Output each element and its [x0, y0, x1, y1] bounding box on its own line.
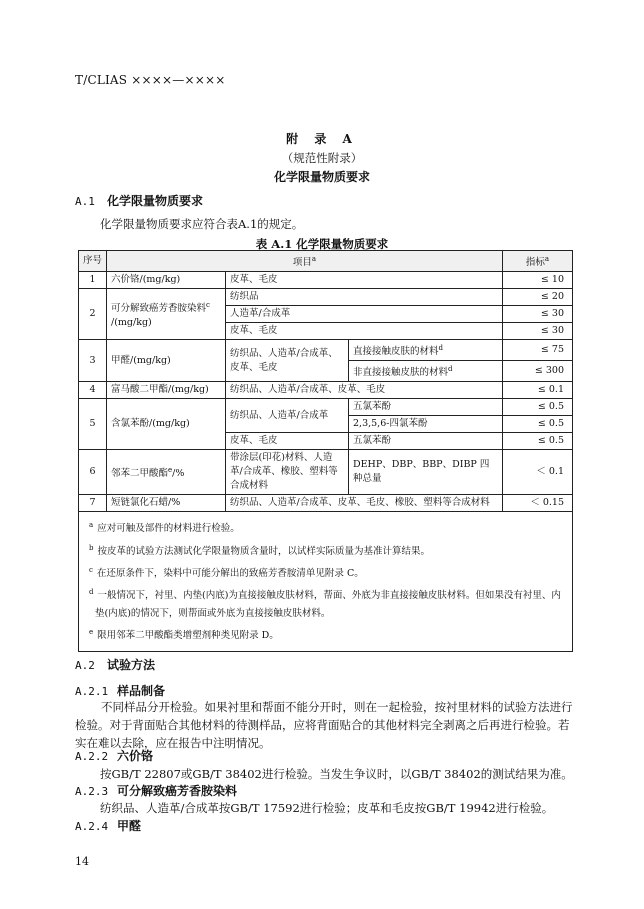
table-caption: 表 A.1 化学限量物质要求 [255, 237, 389, 251]
row-number: 3 [79, 340, 107, 382]
standard-code: T/CLIAS ××××—×××× [75, 73, 226, 87]
table-row [79, 289, 573, 306]
table-note: $^b$ 按皮革的试验方法测试化学限量物质含量时，以试样实际质量为基准计算结果。 [89, 543, 430, 557]
limit-value: ＜ 0.1 [503, 450, 573, 495]
section-a2-heading [75, 656, 155, 673]
table-note: $^a$ 应对可触及部件的材料进行检验。 [89, 521, 240, 535]
sub-substance: 五氯苯酚 [349, 399, 503, 416]
header-limit: 指标$^a$ [503, 251, 573, 272]
page-number: 14 [75, 855, 89, 868]
limit-value: ≤ 10 [503, 272, 573, 289]
material: 带涂层(印花)材料、人造革/合成革、橡胶、塑料等合成材料 [226, 450, 349, 495]
intro-paragraph: 化学限量物质要求应符合表A.1的规定。 [100, 217, 304, 231]
material: 纺织品、人造革/合成革 [226, 399, 349, 433]
section-number: A.1 [75, 195, 95, 208]
table-row [79, 399, 573, 416]
substance-name: 含氯苯酚/(mg/kg) [107, 399, 226, 450]
section-title: 试验方法 [107, 658, 156, 672]
table-row [79, 340, 573, 361]
row-number: 6 [79, 450, 107, 495]
table-note-continued: 垫(内底)的情况下，则帮面或外底为直接接触皮肤材料。 [95, 608, 331, 620]
table-row [79, 382, 573, 399]
header-item: 项目$^a$ [107, 251, 503, 272]
section-a22-heading [75, 747, 153, 764]
row-number: 4 [79, 382, 107, 399]
limit-value: ≤ 30 [503, 323, 573, 340]
row-number: 2 [79, 289, 107, 340]
limit-value: ≤ 0.5 [503, 399, 573, 416]
limit-value: ≤ 300 [503, 361, 573, 382]
section-title: 样品制备 [117, 684, 166, 698]
table-notes [79, 512, 573, 652]
a22-paragraph: 按GB/T 22807或GB/T 38402进行检验。当发生争议时，以GB/T 38402的测试结果为准。 [100, 767, 573, 781]
material: 皮革、毛皮 [226, 323, 503, 340]
section-title: 甲醛 [117, 819, 142, 833]
section-number: A.2.3 [75, 785, 109, 798]
substance-name: 六价铬/(mg/kg) [107, 272, 226, 289]
section-title: 可分解致癌芳香胺染料 [117, 784, 238, 798]
sub-substance: 五氯苯酚 [349, 433, 503, 450]
section-title: 化学限量物质要求 [107, 194, 204, 208]
substance-name: 短链氯化石蜡/% [107, 495, 226, 512]
section-a24-heading [75, 817, 141, 834]
section-title: 六价铬 [117, 749, 154, 763]
limit-value: ≤ 30 [503, 306, 573, 323]
annex-subtitle: （规范性附录） [281, 151, 363, 165]
sub-substance: DEHP、DBP、BBP、DIBP 四种总量 [349, 450, 503, 495]
material: 人造革/合成革 [226, 306, 503, 323]
section-number: A.2 [75, 659, 95, 672]
section-number: A.2.2 [75, 750, 109, 763]
contact-type: 直接接触皮肤的材料$^d$ [349, 340, 503, 361]
section-number: A.2.4 [75, 820, 109, 833]
sub-substance: 2,3,5,6-四氯苯酚 [349, 416, 503, 433]
material: 纺织品、人造革/合成革、皮革、毛皮、橡胶、塑料等合成材料 [226, 495, 503, 512]
substance-name: 邻苯二甲酸酯$^e$/% [107, 450, 226, 495]
material: 纺织品、人造革/合成革、皮革、毛皮 [226, 382, 503, 399]
annex-heading: 化学限量物质要求 [273, 170, 370, 184]
substance-name: 富马酸二甲酯/(mg/kg) [107, 382, 226, 399]
table-note: $^e$ 限用邻苯二甲酸酯类增塑剂种类见附录 D。 [89, 628, 279, 642]
table-note: $^c$ 在还原条件下，染料中可能分解出的致癌芳香胺清单见附录 C。 [89, 565, 364, 579]
section-a23-heading [75, 782, 237, 799]
table-header-row [79, 251, 573, 272]
material: 皮革、毛皮 [226, 433, 349, 450]
table-notes-row [79, 512, 573, 652]
a21-paragraph: 不同样品分开检验。如果衬里和帮面不能分开时，则在一起检验，按衬里材料的试验方法进行检验。对于背面贴合其他材料的待测样品，应将背面贴合的其他材料完全剥离之后再进行检验。若实在难以去除，应在报告中注明情况。 [75, 700, 573, 750]
table-row [79, 450, 573, 495]
table-row [79, 495, 573, 512]
annex-title: 附 录 A [286, 132, 358, 146]
limit-value: ≤ 20 [503, 289, 573, 306]
material: 皮革、毛皮 [226, 272, 503, 289]
limit-value: ≤ 75 [503, 340, 573, 361]
limit-value: ≤ 0.5 [503, 433, 573, 450]
limit-value: ＜ 0.15 [503, 495, 573, 512]
section-a21-heading [75, 682, 165, 699]
table-note: $^d$ 一般情况下，衬里、内垫(内底)为直接接触皮肤材料，帮面、外底为非直接接触皮肤材料。但如果没有衬里、内 [89, 587, 561, 602]
substance-name: 可分解致癌芳香胺染料$^c$ /(mg/kg) [107, 289, 226, 340]
contact-type: 非直接接触皮肤的材料$^d$ [349, 361, 503, 382]
section-a1-heading [75, 192, 203, 209]
limit-value: ≤ 0.5 [503, 416, 573, 433]
row-number: 7 [79, 495, 107, 512]
material: 纺织品 [226, 289, 503, 306]
limit-value: ≤ 0.1 [503, 382, 573, 399]
substance-name: 甲醛/(mg/kg) [107, 340, 226, 382]
row-number: 5 [79, 399, 107, 450]
section-number: A.2.1 [75, 685, 109, 698]
table-row [79, 272, 573, 289]
material: 纺织品、人造革/合成革、皮革、毛皮 [226, 340, 349, 382]
chemical-limits-table [78, 250, 573, 652]
row-number: 1 [79, 272, 107, 289]
header-no: 序号 [79, 251, 107, 272]
a23-paragraph: 纺织品、人造革/合成革按GB/T 17592进行检验；皮革和毛皮按GB/T 19942进行检验。 [100, 801, 554, 815]
